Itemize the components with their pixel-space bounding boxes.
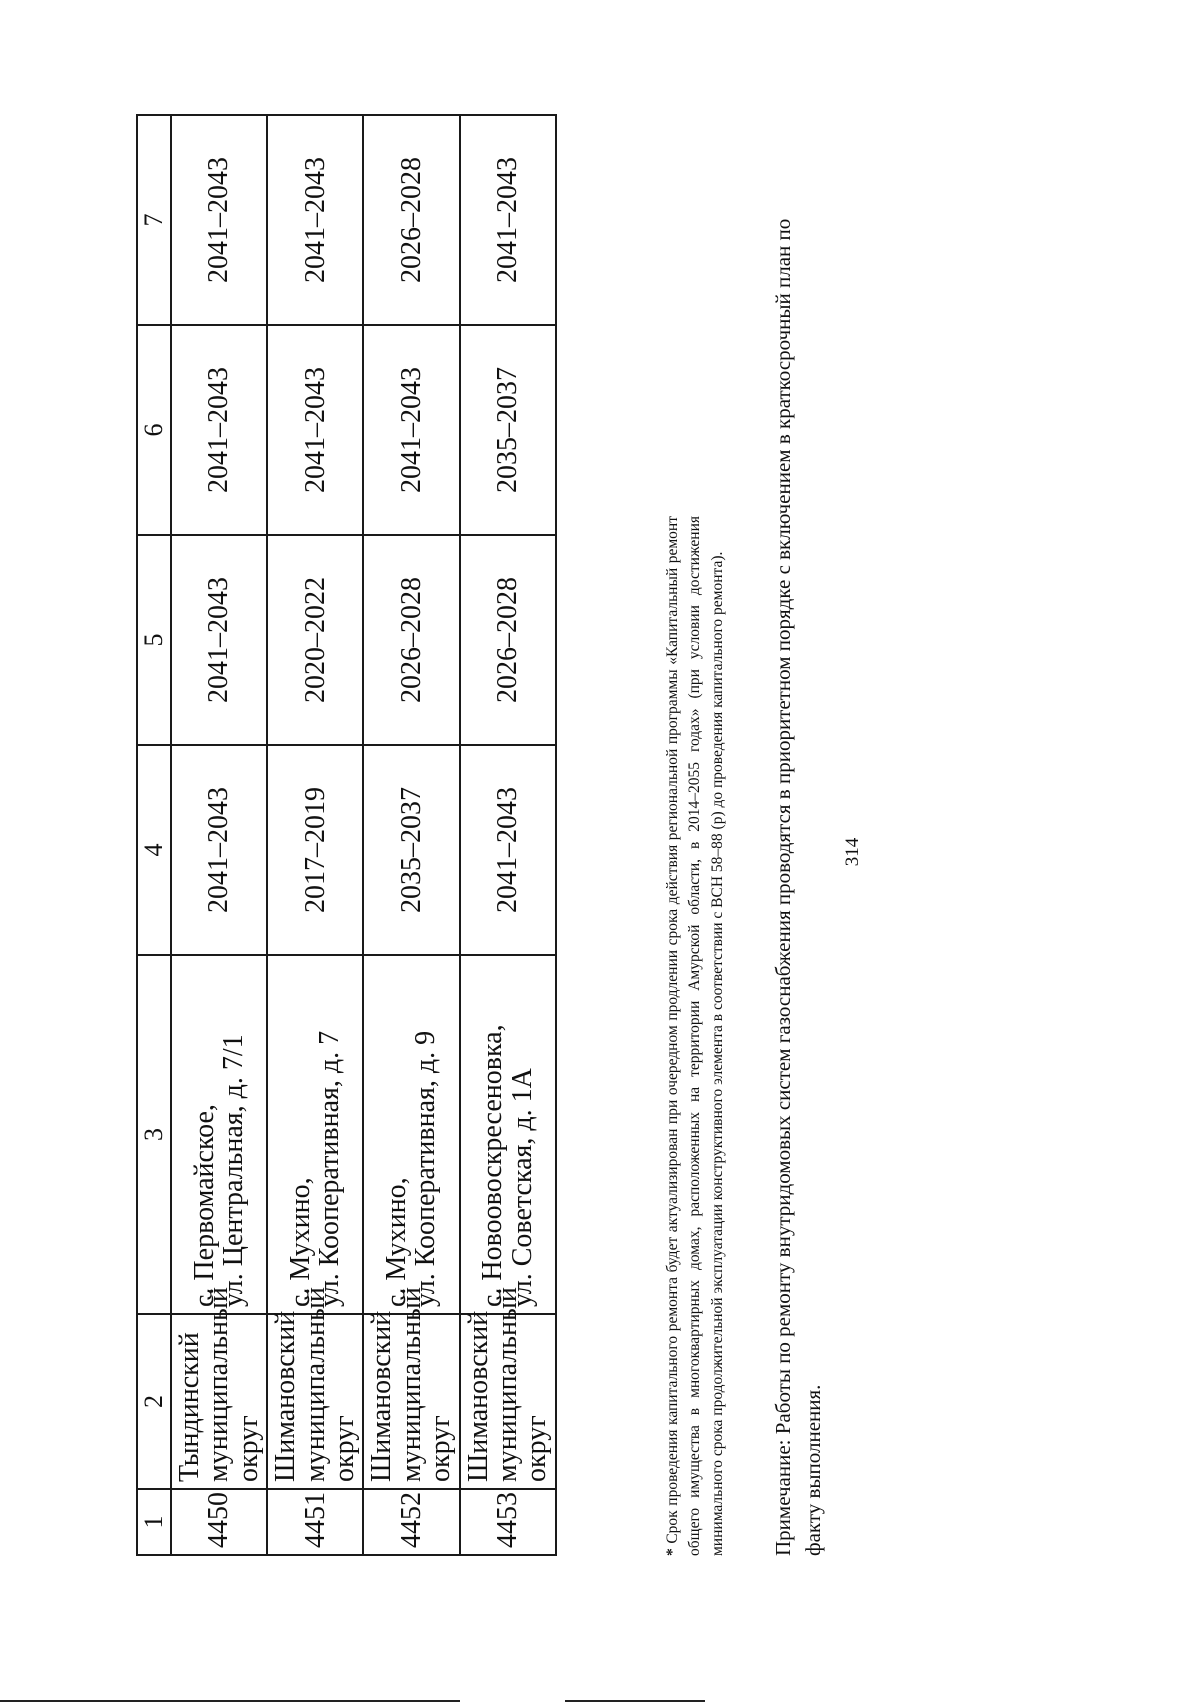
- table-row: [460, 115, 556, 1555]
- capital-repair-table: [136, 114, 557, 1556]
- period-cell-5: 2041–2043: [171, 535, 267, 745]
- header-cell-5: 5: [137, 535, 171, 745]
- address-cell: [363, 955, 459, 1314]
- district-line: Тындинский: [174, 1332, 205, 1482]
- period-cell-5: 2020–2022: [267, 535, 363, 745]
- period-cell-4: 2041–2043: [171, 745, 267, 955]
- district-cell: [171, 1287, 267, 1489]
- table-row: [267, 115, 363, 1555]
- address-line: с. Первомайское,: [188, 1104, 220, 1307]
- district-line: муниципальный: [395, 1287, 427, 1482]
- district-line: муниципальный: [203, 1287, 235, 1482]
- row-number: 4452: [363, 1489, 459, 1555]
- period-cell-6: 2041–2043: [171, 325, 267, 535]
- header-cell-4: 4: [137, 745, 171, 955]
- period-cell-6: 2041–2043: [363, 325, 459, 535]
- address-cell: [267, 955, 363, 1314]
- district-line: Шимановский: [270, 1310, 302, 1482]
- district-cell: [363, 1287, 459, 1489]
- period-cell-4: 2017–2019: [267, 745, 363, 955]
- district-cell: [267, 1287, 363, 1489]
- scan-artifact-line: [0, 1700, 460, 1702]
- period-cell-6: 2035–2037: [460, 325, 556, 535]
- period-cell-7: 2041–2043: [171, 115, 267, 325]
- address-line: ул. Кооперативная, д. 9: [410, 1030, 442, 1307]
- district-line: округ: [328, 1415, 360, 1482]
- district-line: округ: [521, 1415, 553, 1482]
- district-line: округ: [425, 1415, 457, 1482]
- address-cell: [460, 955, 556, 1314]
- district-line: Шимановский: [366, 1310, 398, 1482]
- page-number: 314: [842, 837, 863, 867]
- address-line: с. Мухино,: [284, 1177, 316, 1307]
- header-cell-7: 7: [137, 115, 171, 325]
- address-line: с. Новоовоскресеновка,: [477, 1024, 509, 1307]
- address-line: с. Мухино,: [381, 1177, 413, 1307]
- district-line: муниципальный: [299, 1287, 331, 1482]
- header-cell-1: 1: [137, 1489, 171, 1555]
- period-cell-5: 2026–2028: [363, 535, 459, 745]
- period-cell-7: 2026–2028: [363, 115, 459, 325]
- header-cell-2: 2: [137, 1314, 171, 1489]
- footnote-marker: *: [664, 1548, 681, 1556]
- district-cell: [460, 1287, 556, 1489]
- period-cell-5: 2026–2028: [460, 535, 556, 745]
- period-cell-6: 2041–2043: [267, 325, 363, 535]
- table-row: [171, 115, 267, 1555]
- header-cell-3: 3: [137, 955, 171, 1314]
- period-cell-7: 2041–2043: [460, 115, 556, 325]
- footnote-text: Срок проведения капитального ремонта будет актуализирован при очередном продлении срока действия региональной программы «Капитальный ремонт общего имущества в многоквартирных домах, расположенных на территории Амурской области, в 2014–2055 годах» (при условии достижения минимального срока продолжительной эксплуатации конструктивного элемента в соответствии с ВСН 58–88 (р) до проведения капитального ремонта).: [664, 516, 726, 1556]
- address-line: ул. Центральная, д. 7/1: [218, 1034, 250, 1307]
- period-cell-4: 2035–2037: [363, 745, 459, 955]
- row-number: 4453: [460, 1489, 556, 1555]
- district-line: Шимановский: [462, 1310, 494, 1482]
- district-line: округ: [232, 1415, 264, 1482]
- district-line: муниципальный: [491, 1287, 523, 1482]
- period-cell-4: 2041–2043: [460, 745, 556, 955]
- footnote: [662, 516, 729, 1556]
- remark-note: Примечание: Работы по ремонту внутридомовых систем газоснабжения проводятся в приоритетном порядке с включением в краткосрочный план по факту выполнения.: [771, 218, 826, 1556]
- address-line: ул. Советская, д. 1А: [506, 1068, 538, 1307]
- row-number: 4450: [171, 1489, 267, 1555]
- header-cell-6: 6: [137, 325, 171, 535]
- period-cell-7: 2041–2043: [267, 115, 363, 325]
- address-cell: [171, 955, 267, 1314]
- address-line: ул. Кооперативная, д. 7: [314, 1030, 346, 1307]
- scan-artifact-line: [565, 1700, 705, 1702]
- table-header-row: [137, 115, 171, 1555]
- table-row: [363, 115, 459, 1555]
- row-number: 4451: [267, 1489, 363, 1555]
